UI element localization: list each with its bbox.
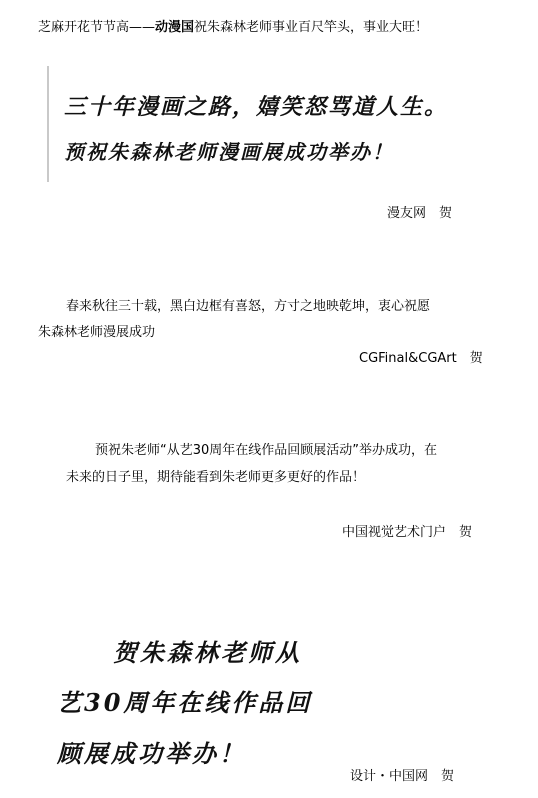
- message-visual-art-line-1: 预祝朱老师“从艺30周年在线作品回顾展活动”举办成功，在: [95, 443, 438, 458]
- signature-cgfinal: CGFinal&CGArt 贺: [359, 351, 483, 366]
- calligraphy-line-1: 三十年漫画之路，嬉笑怒骂道人生。: [64, 94, 449, 120]
- message-cgfinal-line-2: 朱森林老师漫展成功: [38, 325, 156, 340]
- header-suffix: 祝朱森林老师事业百尺竿头，事业大旺！: [194, 20, 429, 35]
- calligraphy-line-2: 预祝朱森林老师漫画展成功举办！: [64, 140, 394, 164]
- message-cgfinal-line-1: 春来秋往三十载，黑白边框有喜怒，方寸之地映乾坤，衷心祝愿: [66, 299, 431, 314]
- message-visual-art-line-2: 未来的日子里，期待能看到朱老师更多更好的作品！: [66, 470, 366, 485]
- handwritten-line-1: 贺朱森林老师从: [113, 638, 302, 667]
- signature-visual-art: 中国视觉艺术门户 贺: [342, 525, 473, 540]
- handwritten-line-3: 顾展成功举办！: [57, 739, 246, 768]
- header-line: [38, 19, 428, 37]
- signature-design-china: 设计・中国网 贺: [350, 769, 455, 784]
- header-prefix: 芝麻开花节节高——: [38, 20, 156, 35]
- header-highlight: 动漫国: [155, 20, 195, 35]
- handwritten-line-2: 艺30周年在线作品回: [57, 688, 313, 717]
- signature-manyou: 漫友网 贺: [387, 206, 453, 221]
